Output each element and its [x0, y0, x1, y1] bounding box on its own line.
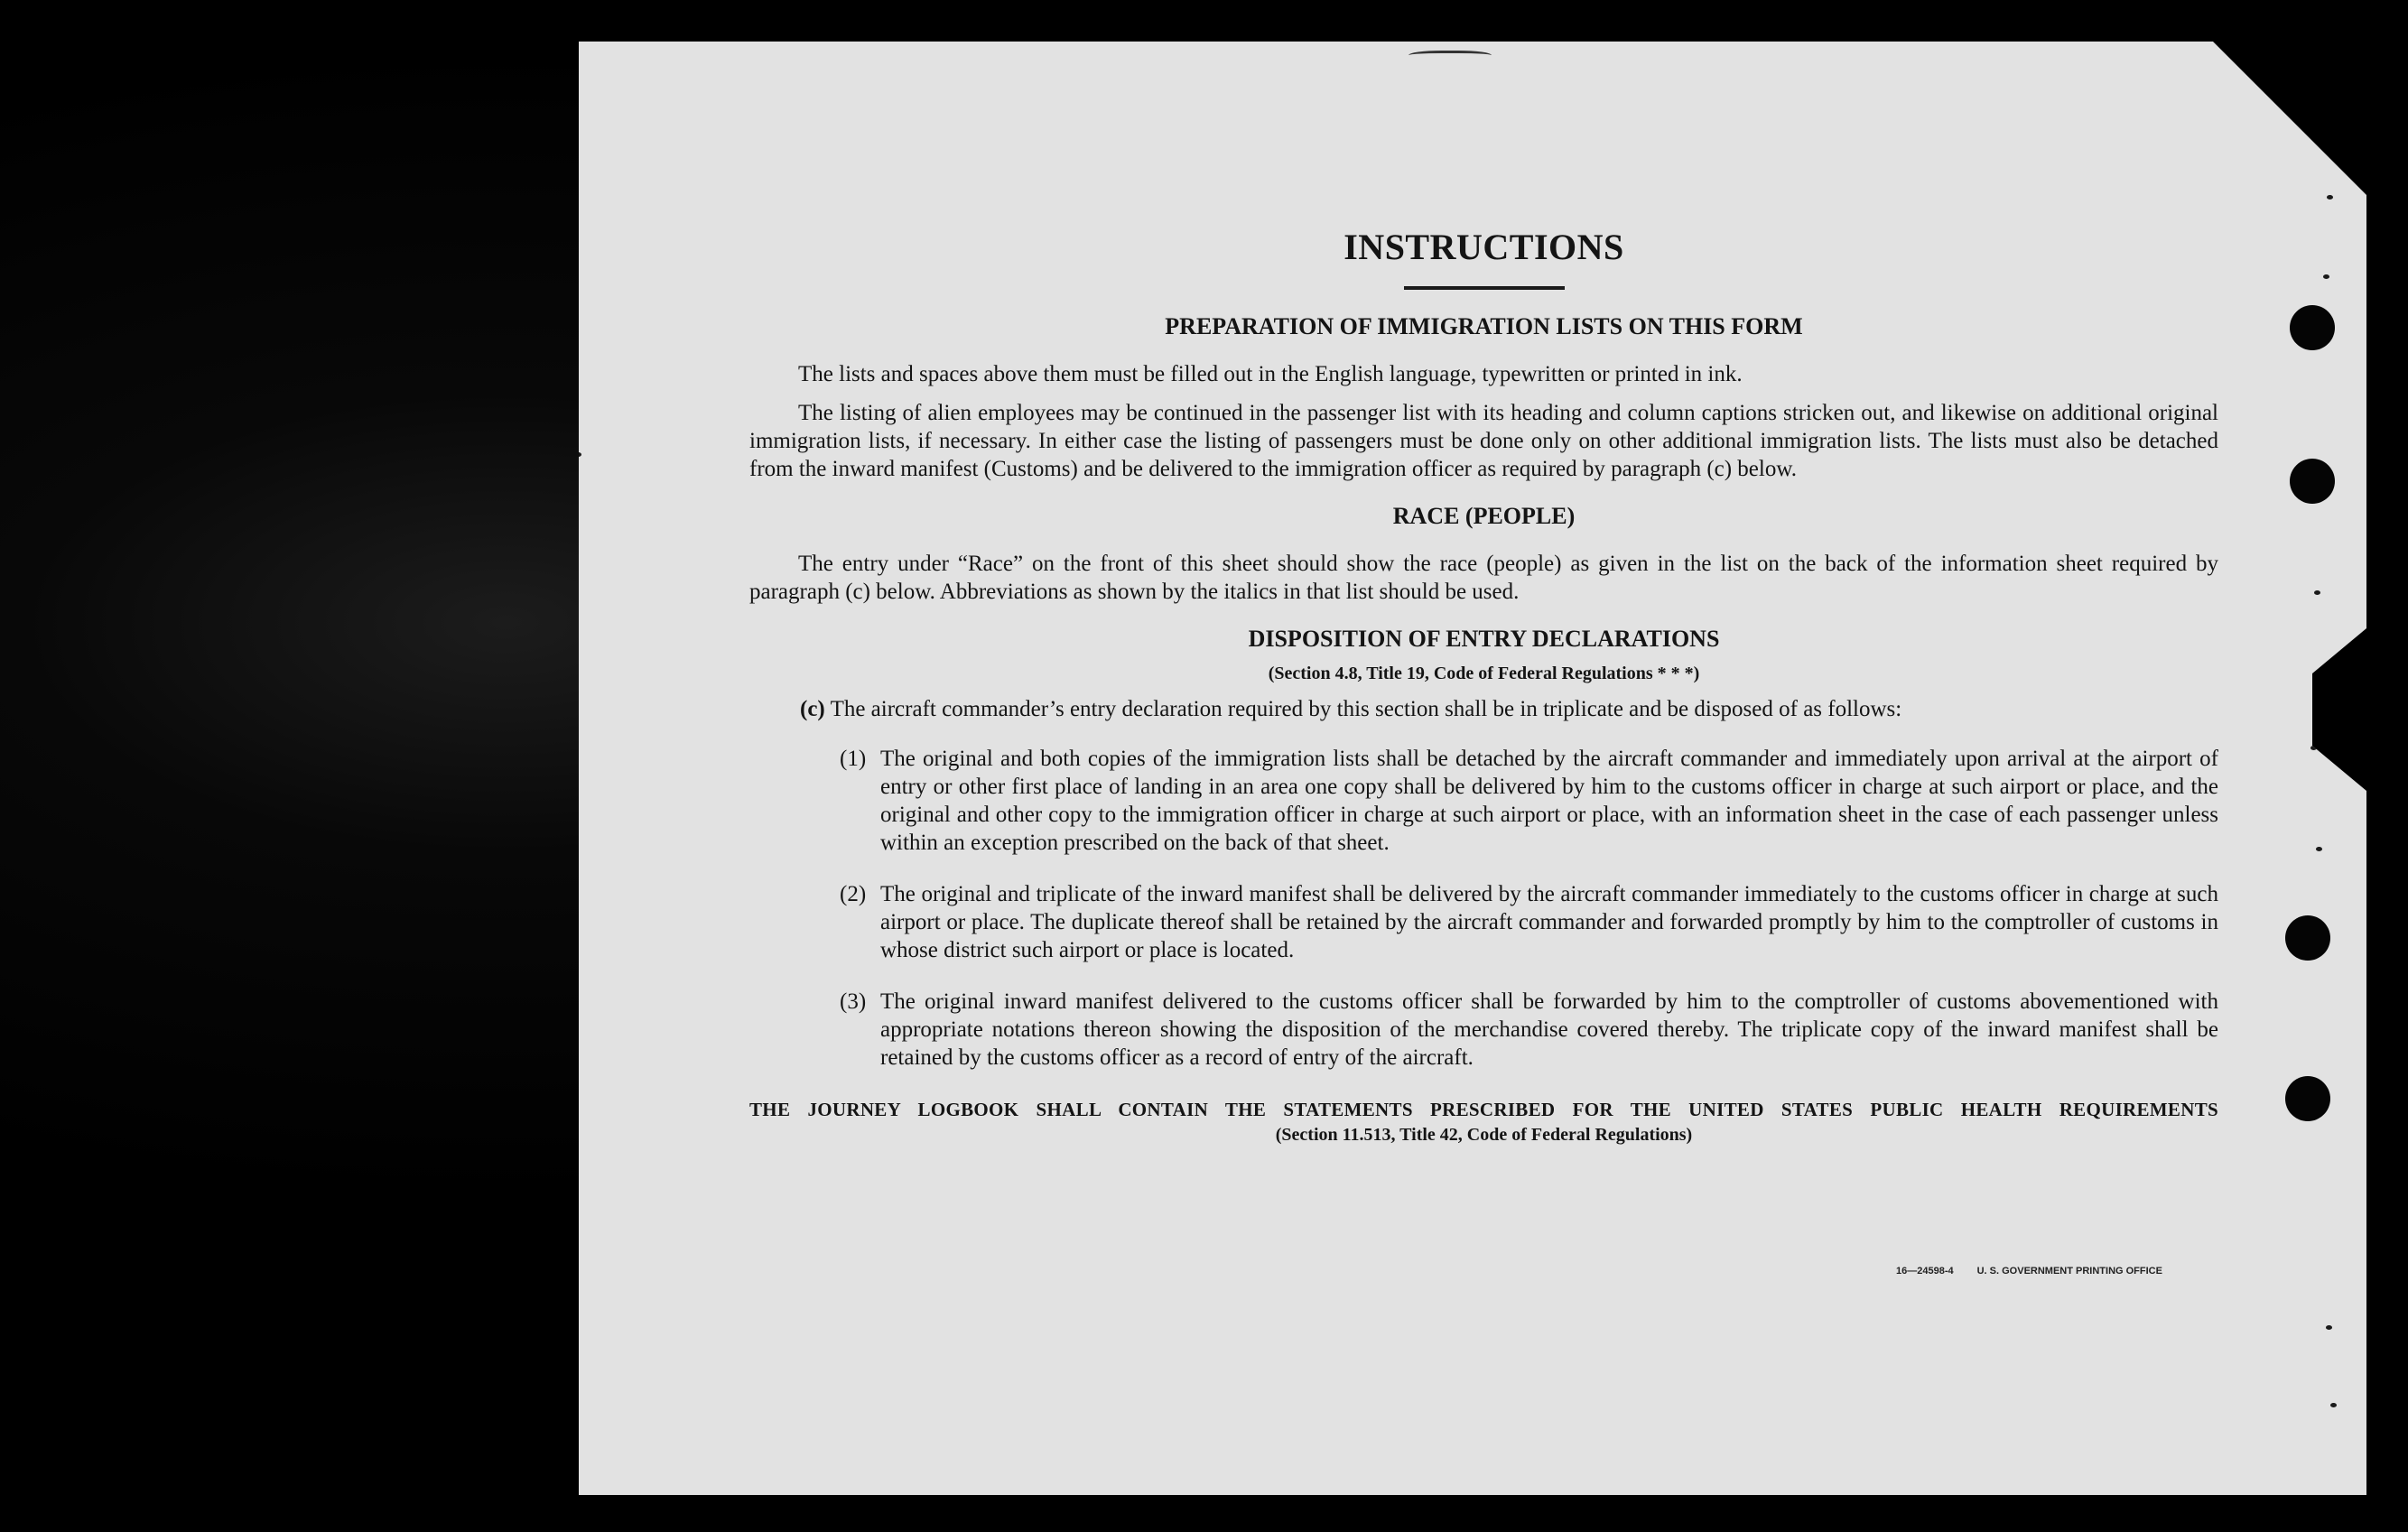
preparation-heading: PREPARATION OF IMMIGRATION LISTS ON THIS FORM [1165, 313, 1803, 339]
preparation-paragraph-2: The listing of alien employees may be continued in the passenger list with its heading and column captions stricken out, and likewise on additional original immigration lists, if necessary. In either case the listing of passengers must be done only on other additional immigration lists. The lists must also be detached from the inward manifest (Customs) and be delivered to the immigration officer as required by paragraph (c) below. [749, 401, 2218, 481]
preparation-paragraph-1: The lists and spaces above them must be filled out in the English language, typewritten or printed in ink. [798, 362, 1743, 386]
speck [2316, 847, 2322, 851]
list-item [840, 745, 2218, 857]
list-item [840, 880, 2218, 964]
list-item-number: (3) [840, 989, 867, 1014]
speck [2327, 195, 2333, 200]
list-item-text: The original inward manifest delivered to the customs officer shall be forwarded by him to the comptroller of customs abovementioned with appropriate notations thereon showing the disposition of the merchandise covered thereby. The triplicate copy of the inward manifest shall be retained by the customs officer as a record of entry of the aircraft. [880, 989, 2218, 1070]
form-number: 16—24598-4 [1896, 1266, 1954, 1277]
list-item-text: The original and triplicate of the inward manifest shall be delivered by the aircraft commander immediately to the customs officer in charge at such airport or place. The duplicate thereof shall be retained by the aircraft commander and forwarded promptly by him to the comptroller of customs in whose district such airport or place is located. [880, 882, 2218, 962]
disposition-heading: DISPOSITION OF ENTRY DECLARATIONS [1248, 626, 1720, 652]
printing-office: U. S. GOVERNMENT PRINTING OFFICE [1976, 1266, 2162, 1277]
punch-hole-1 [2290, 305, 2335, 350]
race-paragraph: The entry under “Race” on the front of this sheet should show the race (people) as given in the list on the back of the information sheet required by paragraph (c) below. Abbreviations as shown by the italics in that list should be used. [749, 552, 2218, 604]
punch-hole-3 [2285, 915, 2330, 961]
title-underline [1404, 286, 1565, 290]
clause-text: The aircraft commander’s entry declaration required by this section shall be in triplicate and be disposed of as follows: [830, 697, 1902, 721]
logbook-requirement: THE JOURNEY LOGBOOK SHALL CONTAIN THE STATEMENTS PRESCRIBED FOR THE UNITED STATES PUBLIC HEALTH REQUIREMENTS [749, 1099, 2218, 1120]
clause-label: (c) [800, 697, 825, 721]
list-item-number: (2) [840, 882, 867, 906]
speck [2330, 1403, 2337, 1407]
list-item [840, 988, 2218, 1072]
printer-imprint [1896, 1266, 2186, 1277]
punch-hole-2 [2290, 459, 2335, 504]
instructions-body [749, 226, 2218, 1146]
disposition-citation: (Section 4.8, Title 19, Code of Federal Regulations * * *) [1268, 664, 1700, 683]
logbook-citation: (Section 11.513, Title 42, Code of Federal Regulations) [1275, 1125, 1693, 1145]
speck [2314, 590, 2320, 595]
race-heading: RACE (PEOPLE) [1392, 503, 1576, 529]
clause-c [800, 695, 2218, 723]
punch-hole-4 [2285, 1076, 2330, 1121]
list-item-text: The original and both copies of the immigration lists shall be detached by the aircraft commander and immediately upon arrival at the airport of entry or other first place of landing in an area one copy shall be delivered by him to the customs officer in charge at such airport or place, and the original and other copy to the immigration officer in charge at such airport or place, with an information sheet in the case of each passenger unless within an exception prescribed on the back of that sheet. [880, 747, 2218, 855]
speck [2326, 1325, 2332, 1330]
list-item-number: (1) [840, 747, 867, 771]
page-title: INSTRUCTIONS [1343, 227, 1624, 267]
speck [2323, 274, 2329, 279]
staple-mark [1409, 51, 1492, 62]
